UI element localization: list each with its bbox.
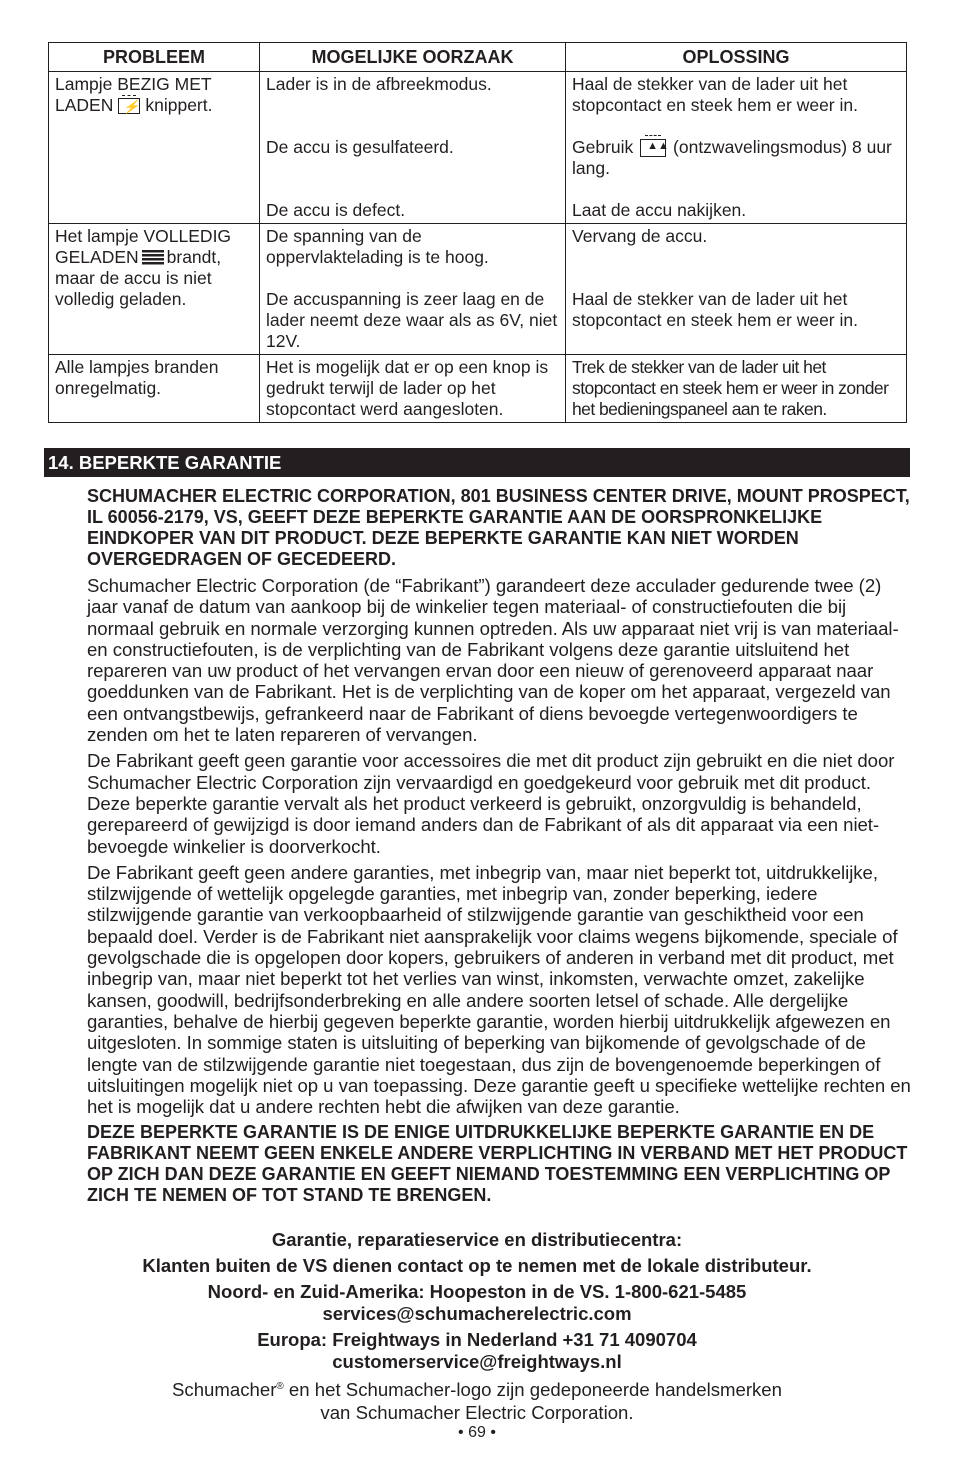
- warranty-closing: DEZE BEPERKTE GARANTIE IS DE ENIGE UITDRUKKELIJKE BEPERKTE GARANTIE EN DE FABRIKANT NEEMT GEEN ENKELE ANDERE VERPLICHTING IN VERBAND MET HET PRODUCT OP ZICH DAN DEZE GARANTIE EN GEEFT NIEMAND TOESTEMMING EEN VERPLICHTING OP ZICH TE NEMEN OF TOT STAND TE BRENGEN.: [87, 1122, 908, 1206]
- cause-text: De accu is gesulfateerd.: [266, 137, 454, 157]
- problem-text: Alle lampjes branden onregelmatig.: [55, 357, 219, 398]
- section-title-bar: 14. BEPERKTE GARANTIE: [44, 448, 910, 477]
- table-header-row: [49, 43, 907, 72]
- contacts-americas-email: services@schumacherelectric.com: [322, 1303, 632, 1324]
- header-cause: MOGELIJKE OORZAAK: [260, 43, 566, 72]
- problem-text: Het lampje VOLLEDIG: [55, 226, 232, 246]
- contacts-outside-us: Klanten buiten de VS dienen contact op te nemen met de lokale distributeur.: [142, 1255, 812, 1276]
- cause-text: De accuspanning is zeer laag en de lader neemt deze waar als as 6V, niet 12V.: [266, 289, 558, 351]
- solution-text: (ontzwavelingsmodus) 8 uur lang.: [572, 137, 892, 178]
- problem-text: Lampje BEZIG MET: [55, 74, 212, 94]
- cause-text: De spanning van de oppervlaktelading is te hoog.: [266, 226, 489, 267]
- battery-charging-icon: ⚡: [118, 98, 140, 114]
- contacts-heading: Garantie, reparatieservice en distributiecentra:: [271, 1229, 683, 1250]
- battery-full-icon: [142, 250, 164, 266]
- header-solution: OPLOSSING: [566, 43, 907, 72]
- table-row: [49, 224, 907, 355]
- table-row: [49, 355, 907, 423]
- solution-text: Haal de stekker van de lader uit het stopcontact en steek hem er weer in.: [572, 289, 858, 330]
- problem-cell: [49, 355, 260, 423]
- warranty-content: [87, 486, 913, 1211]
- contacts-europe-email: customerservice@freightways.nl: [332, 1351, 622, 1372]
- problem-text: brandt,: [166, 247, 222, 267]
- cause-text: Lader is in de afbreekmodus.: [266, 74, 492, 94]
- trademark-text: van Schumacher Electric Corporation.: [320, 1401, 634, 1423]
- solution-text: Trek de stekker van de lader uit het stopcontact en steek hem er weer in zonder het bedieningspaneel aan te raken.: [572, 357, 889, 419]
- cause-cell: [260, 224, 566, 355]
- cause-cell: [260, 72, 566, 224]
- cause-text: Het is mogelijk dat er op een knop is gedrukt terwijl de lader op het stopcontact werd aangesloten.: [266, 357, 549, 419]
- registered-mark: ®: [276, 1381, 284, 1392]
- problem-cell: [49, 72, 260, 224]
- problem-cell: [49, 224, 260, 355]
- trademark-note: [44, 1376, 910, 1424]
- solution-text: Vervang de accu.: [572, 226, 708, 246]
- trademark-brand: Schumacher: [172, 1379, 277, 1401]
- header-problem: PROBLEEM: [49, 43, 260, 72]
- warranty-paragraph: De Fabrikant geeft geen garantie voor accessoires die met dit product zijn gebruikt en die niet door Schumacher Electric Corporation zijn vervaardigd en goedgekeurd voor gebruik met dit product. Deze beperkte garantie vervalt als het product verkeerd is gebruikt, onzorgvuldig is behandeld, gerepareerd of gewijzigd is door iemand anders dan de Fabrikant of als dit apparaat via een niet-bevoegde winkelier is doorverkocht.: [87, 750, 895, 857]
- solution-cell: [566, 72, 907, 224]
- solution-text: Haal de stekker van de lader uit het stopcontact en steek hem er weer in.: [572, 74, 858, 115]
- cause-text: De accu is defect.: [266, 200, 406, 220]
- table-row: [49, 72, 907, 224]
- warranty-intro: SCHUMACHER ELECTRIC CORPORATION, 801 BUSINESS CENTER DRIVE, MOUNT PROSPECT, IL 60056-2179, VS, GEEFT DEZE BEPERKTE GARANTIE AAN DE OORSPRONKELIJKE EINDKOPER VAN DIT PRODUCT. DEZE BEPERKTE GARANTIE KAN NIET WORDEN OVERGEDRAGEN OF GECEDEERD.: [87, 486, 910, 569]
- solution-text: Laat de accu nakijken.: [572, 200, 747, 220]
- troubleshooting-table: [48, 42, 907, 423]
- problem-text: GELADEN: [55, 247, 139, 267]
- page-number: • 69 •: [458, 1424, 496, 1441]
- solution-text: Gebruik: [572, 137, 634, 157]
- contacts-americas: Noord- en Zuid-Amerika: Hoopeston in de VS. 1-800-621-5485: [207, 1281, 747, 1302]
- contacts-europe: Europa: Freightways in Nederland +31 71 4090704: [257, 1329, 697, 1350]
- warranty-paragraph: De Fabrikant geeft geen andere garanties, met inbegrip van, maar niet beperkt tot, uitdrukkelijke, stilzwijgende of wettelijk opgelegde garanties, met inbegrip van, zonder beperking, iedere stilzwijgende garantie van verkoopbaarheid of stilzwijgende garantie van geschiktheid voor een bepaald doel. Verder is de Fabrikant niet aansprakelijk voor claims wegens bijkomende, speciale of gevolgschade die is opgelopen door kopers, gebruikers of anderen in verband met dit product, met inbegrip van, maar niet beperkt tot het verlies van winst, inkomsten, verwachte omzet, zakelijke kansen, goodwill, bedrijfsonderbreking en alle andere soorten letsel of schade. Alle dergelijke garanties, behalve de hierbij gegeven beperkte garantie, worden hierbij uitdrukkelijk afgewezen en uitgesloten. In sommige staten is uitsluiting of beperking van bijkomende of gevolgschade of de lengte van de stilzwijgende garantie niet toegestaan, dus zijn de bovengenoemde beperkingen of uitsluitingen mogelijk niet op u van toepassing. Deze garantie geeft u specifieke wettelijke rechten en het is mogelijk dat u andere rechten hebt die afwijken van deze garantie.: [87, 861, 911, 1118]
- solution-cell: [566, 224, 907, 355]
- cause-cell: [260, 355, 566, 423]
- trademark-text: en het Schumacher-logo zijn gedeponeerde handelsmerken: [283, 1379, 782, 1401]
- solution-cell: [566, 355, 907, 423]
- problem-text: knippert.: [145, 95, 213, 115]
- desulfation-mode-icon: ▲▲: [640, 139, 666, 157]
- problem-text: LADEN: [55, 95, 114, 115]
- problem-text: maar de accu is niet volledig geladen.: [55, 268, 212, 309]
- contacts-block: [44, 1229, 910, 1373]
- warranty-paragraph: Schumacher Electric Corporation (de “Fabrikant”) garandeert deze acculader gedurende twee (2) jaar vanaf de datum van aankoop bij de winkelier tegen materiaal- of constructiefouten die bij normaal gebruik en normale verzorging kunnen optreden. Als uw apparaat niet vrij is van materiaal- en constructiefouten, is de verplichting van de Fabrikant volgens deze garantie uitsluitend het repareren van uw product of het vervangen ervan door een nieuw of gerenoveerd apparaat naar goeddunken van de Fabrikant. Het is de verplichting van de koper om het apparaat, vergezeld van een ontvangstbewijs, gefrankeerd naar de Fabrikant of diens bevoegde vertegenwoordigers te zenden om het te laten repareren of vervangen.: [87, 575, 899, 746]
